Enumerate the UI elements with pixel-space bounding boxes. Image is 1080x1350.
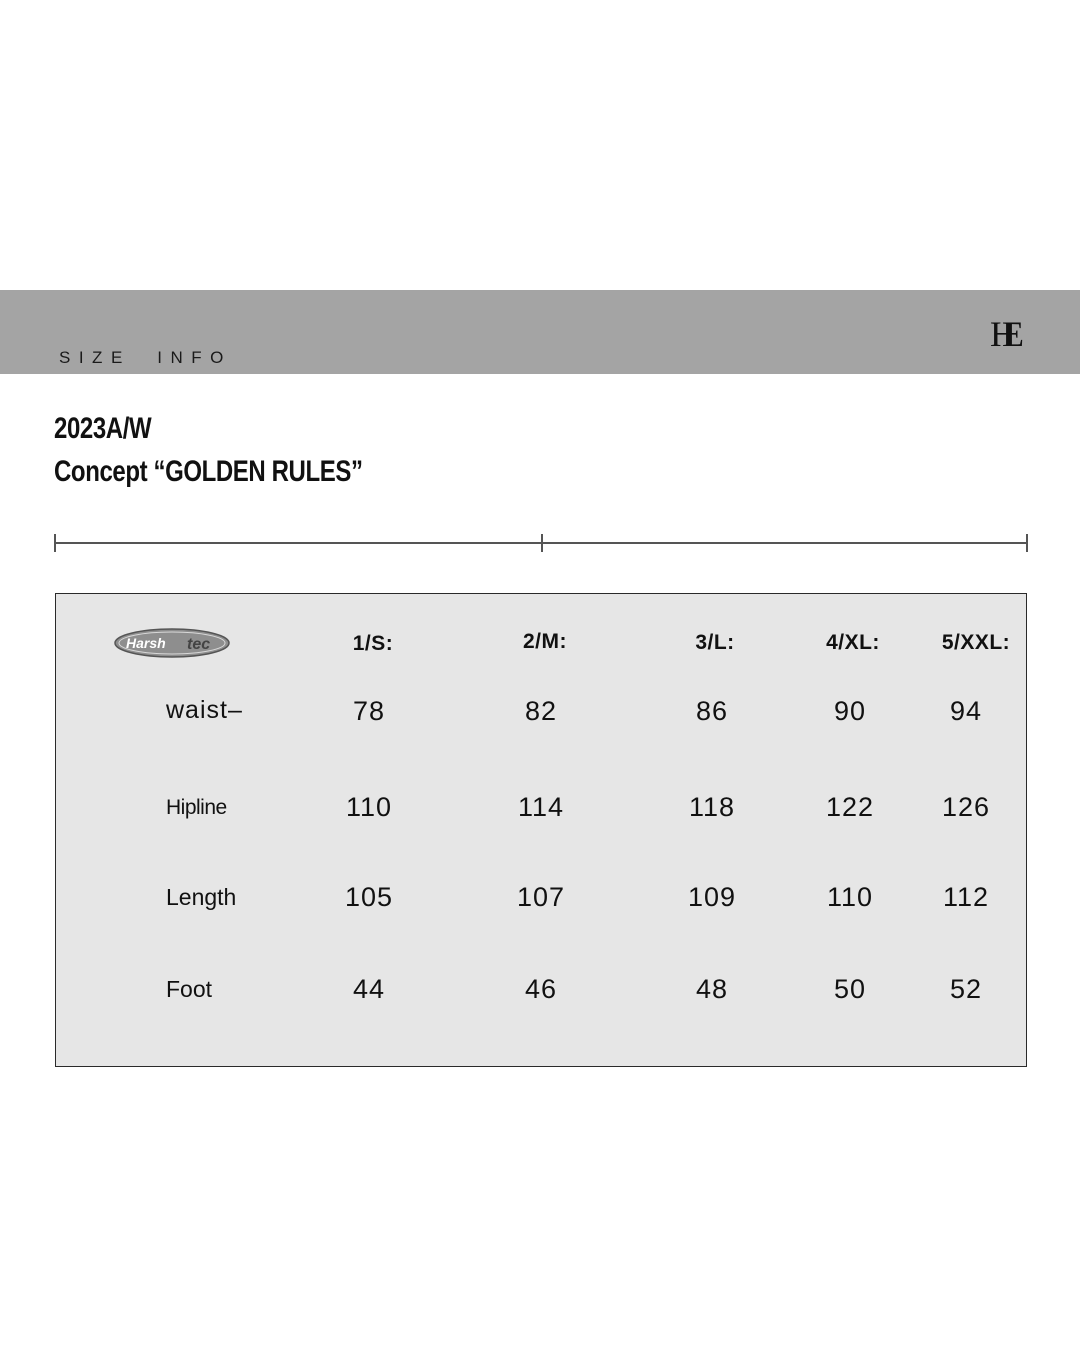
header-banner	[0, 290, 1080, 374]
season-heading: 2023A/W	[54, 412, 152, 445]
table-cell: 44	[352, 974, 386, 1004]
table-cell: 82	[524, 696, 558, 726]
brand-logo-icon	[990, 314, 1034, 354]
table-cell: 110	[345, 792, 393, 822]
table-cell: 48	[695, 974, 729, 1004]
logo-word-tec: tec	[187, 636, 211, 653]
brand-logo-text: HE	[990, 314, 1010, 354]
harshtec-logo-icon	[113, 626, 231, 660]
concept-heading: Concept “GOLDEN RULES”	[54, 455, 363, 488]
row-label-length: Length	[166, 884, 237, 910]
table-cell: 78	[352, 696, 386, 726]
size-table	[55, 593, 1027, 1067]
table-cell: 114	[517, 792, 565, 822]
table-cell: 105	[344, 882, 394, 912]
table-cell: 112	[942, 882, 990, 912]
banner-title: SIZE INFO	[59, 348, 232, 367]
table-cell: 118	[688, 792, 736, 822]
table-cell: 52	[949, 974, 983, 1004]
table-cell: 90	[833, 696, 867, 726]
size-header-s: 1/S:	[352, 632, 394, 655]
table-cell: 109	[687, 882, 737, 912]
size-header-xl: 4/XL:	[826, 631, 880, 654]
table-cell: 50	[833, 974, 867, 1004]
size-header-l: 3/L:	[695, 631, 735, 654]
size-header-m: 2/M:	[523, 630, 567, 653]
table-cell: 46	[524, 974, 558, 1004]
row-label-hipline: Hipline	[166, 796, 227, 819]
table-cell: 122	[825, 792, 875, 822]
logo-word-harsh: Harsh	[126, 635, 166, 651]
row-label-foot: Foot	[166, 976, 213, 1002]
table-cell: 110	[826, 882, 874, 912]
table-cell: 94	[949, 696, 983, 726]
table-cell: 107	[516, 882, 566, 912]
measure-line-icon	[52, 530, 1032, 556]
row-label-waist: waist–	[166, 696, 243, 724]
table-cell: 86	[695, 696, 729, 726]
table-cell: 126	[941, 792, 991, 822]
size-header-xxl: 5/XXL:	[941, 631, 1011, 654]
